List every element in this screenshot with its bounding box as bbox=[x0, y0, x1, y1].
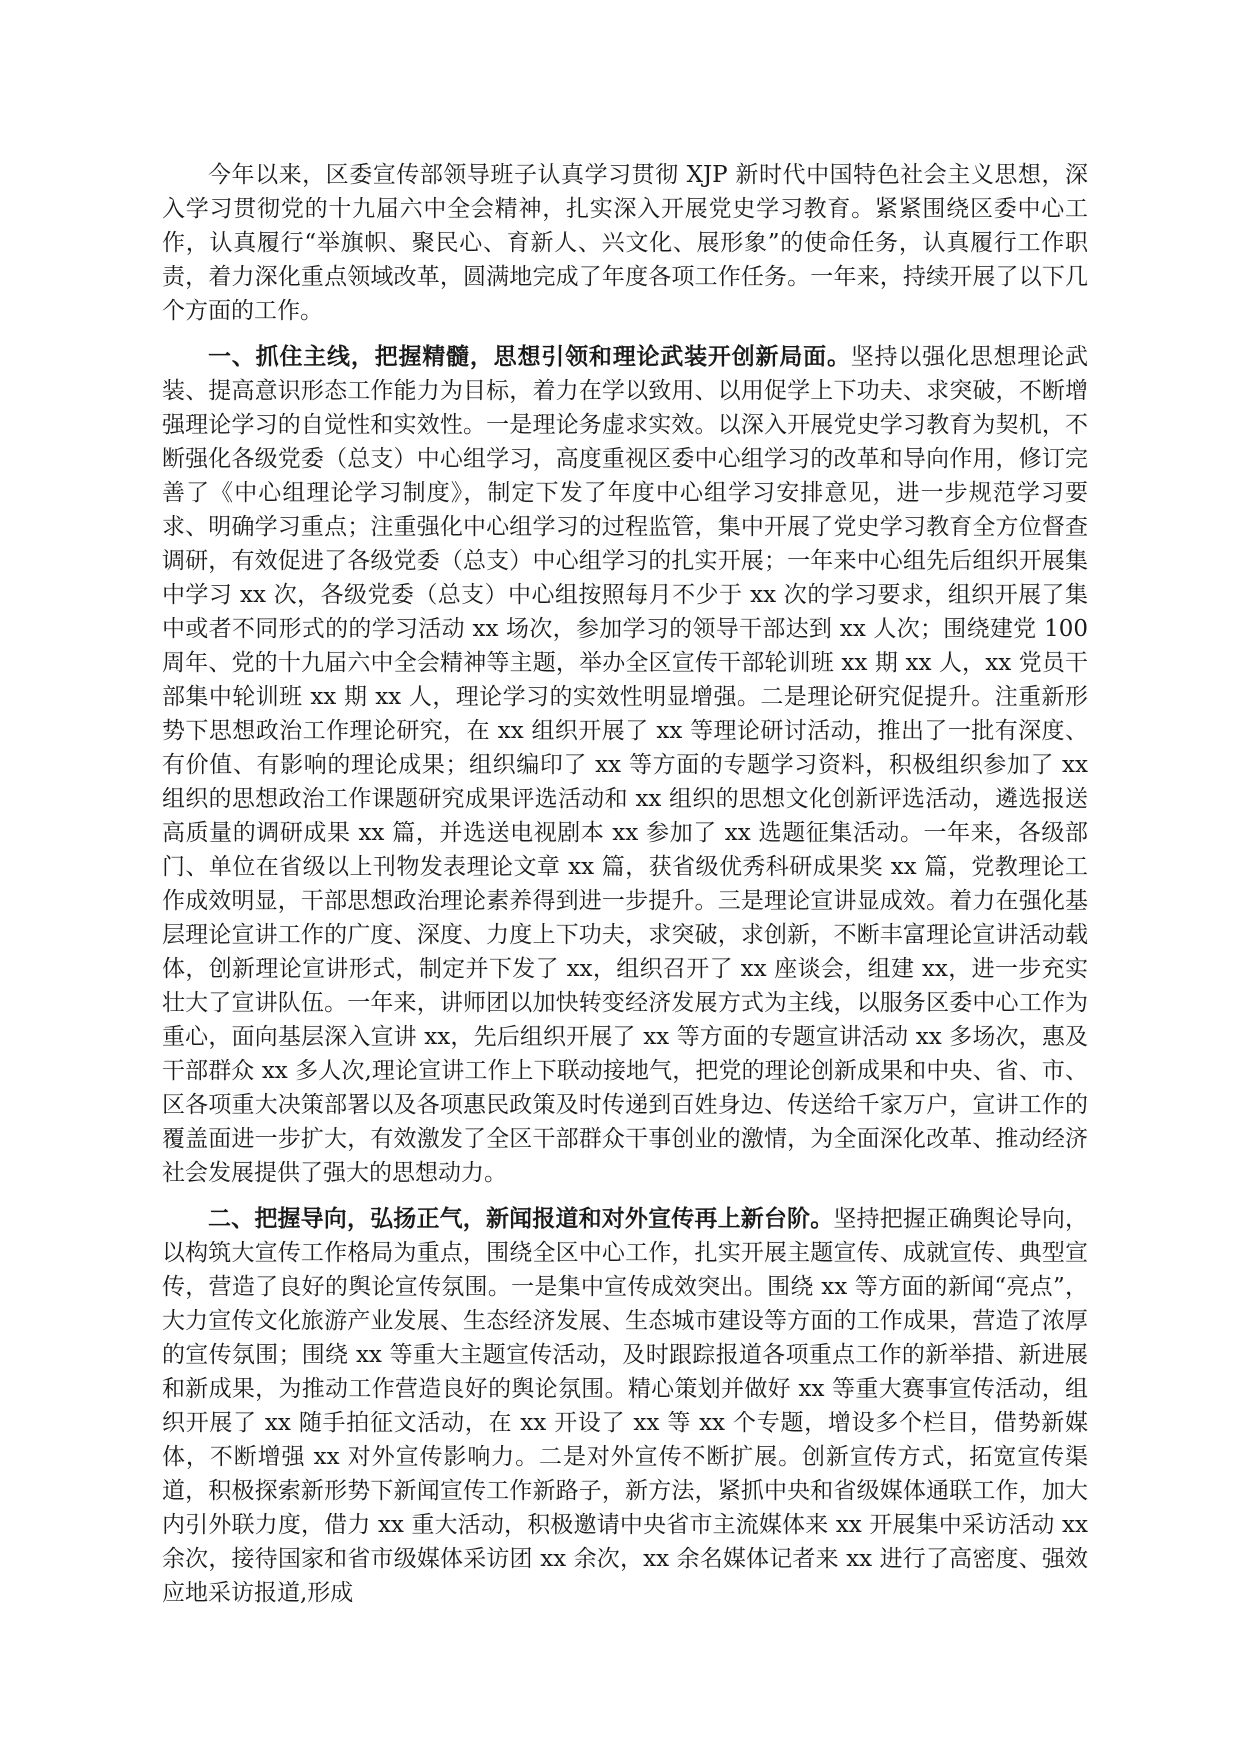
section-1-body: 坚持以强化思想理论武装、提高意识形态工作能力为目标，着力在学以致用、以用促学上下功夫、求突破，不断增强理论学习的自觉性和实效性。一是理论务虚求实效。以深入开展党史学习教育为契机，不断强化各级党委（总支）中心组学习，高度重视区委中心组学习的改革和导向作用，修订完善了《中心组理论学习制度》，制定下发了年度中心组学习安排意见，进一步规范学习要求、明确学习重点；注重强化中心组学习的过程监管，集中开展了党史学习教育全方位督查调研，有效促进了各级党委（总支）中心组学习的扎实开展；一年来中心组先后组织开展集中学习 xx 次，各级党委（总支）中心组按照每月不少于 xx 次的学习要求，组织开展了集中或者不同形式的的学习活动 xx 场次，参加学习的领导干部达到 xx 人次；围绕建党 100 周年、党的十九届六中全会精神等主题，举办全区宣传干部轮训班 xx 期 xx 人，xx 党员干部集中轮训班 xx 期 xx 人，理论学习的实效性明显增强。二是理论研究促提升。注重新形势下思想政治工作理论研究，在 xx 组织开展了 xx 等理论研讨活动，推出了一批有深度、有价值、有影响的理论成果；组织编印了 xx 等方面的专题学习资料，积极组织参加了 xx 组织的思想政治工作课题研究成果评选活动和 xx 组织的思想文化创新评选活动，遴选报送高质量的调研成果 xx 篇，并选送电视剧本 xx 参加了 xx 选题征集活动。一年来，各级部门、单位在省级以上刊物发表理论文章 xx 篇，获省级优秀科研成果奖 xx 篇，党教理论工作成效明显，干部思想政治理论素养得到进一步提升。三是理论宣讲显成效。着力在强化基层理论宣讲工作的广度、深度、力度上下功夫，求突破，求创新，不断丰富理论宣讲活动载体，创新理论宣讲形式，制定并下发了 xx，组织召开了 xx 座谈会，组建 xx，进一步充实壮大了宣讲队伍。一年来，讲师团以加快转变经济发展方式为主线，以服务区委中心工作为重心，面向基层深入宣讲 xx，先后组织开展了 xx 等方面的专题宣讲活动 xx 多场次，惠及干部群众 xx 多人次,理论宣讲工作上下联动接地气，把党的理论创新成果和中央、省、市、区各项重大决策部署以及各项惠民政策及时传递到百姓身边、传送给千家万户，宣讲工作的覆盖面进一步扩大，有效激发了全区干部群众干事创业的激情，为全面深化改革、推动经济社会发展提供了强大的思想动力。 bbox=[162, 344, 1089, 1186]
section-2-body: 坚持把握正确舆论导向，以构筑大宣传工作格局为重点，围绕全区中心工作，扎实开展主题宣传、成就宣传、典型宣传，营造了良好的舆论宣传氛围。一是集中宣传成效突出。围绕 xx 等方面的新闻“亮点”，大力宣传文化旅游产业发展、生态经济发展、生态城市建设等方面的工作成果，营造了浓厚的宣传氛围；围绕 xx 等重大主题宣传活动，及时跟踪报道各项重点工作的新举措、新进展和新成果，为推动工作营造良好的舆论氛围。精心策划并做好 xx 等重大赛事宣传活动，组织开展了 xx 随手拍征文活动，在 xx 开设了 xx 等 xx 个专题，增设多个栏目，借势新媒体，不断增强 xx 对外宣传影响力。二是对外宣传不断扩展。创新宣传方式，拓宽宣传渠道，积极探索新形势下新闻宣传工作新路子，新方法，紧抓中央和省级媒体通联工作，加大内引外联力度，借力 xx 重大活动，积极邀请中央省市主流媒体来 xx 开展集中采访活动 xx 余次，接待国家和省市级媒体采访团 xx 余次，xx 余名媒体记者来 xx 进行了高密度、强效应地采访报道,形成 bbox=[162, 1206, 1089, 1606]
document-page bbox=[162, 158, 1088, 1622]
section-2-paragraph bbox=[162, 1202, 1088, 1610]
section-1-paragraph bbox=[162, 340, 1088, 1190]
intro-paragraph: 今年以来，区委宣传部领导班子认真学习贯彻 XJP 新时代中国特色社会主义思想，深入学习贯彻党的十九届六中全会精神，扎实深入开展党史学习教育。紧紧围绕区委中心工作，认真履行“举旗帜、聚民心、育新人、兴文化、展形象”的使命任务，认真履行工作职责，着力深化重点领域改革，圆满地完成了年度各项工作任务。一年来，持续开展了以下几个方面的工作。 bbox=[162, 162, 1088, 324]
section-1-heading: 一、抓住主线，把握精髓，思想引领和理论武装开创新局面。 bbox=[208, 343, 851, 370]
section-2-heading: 二、把握导向，弘扬正气，新闻报道和对外宣传再上新台阶。 bbox=[208, 1205, 834, 1232]
